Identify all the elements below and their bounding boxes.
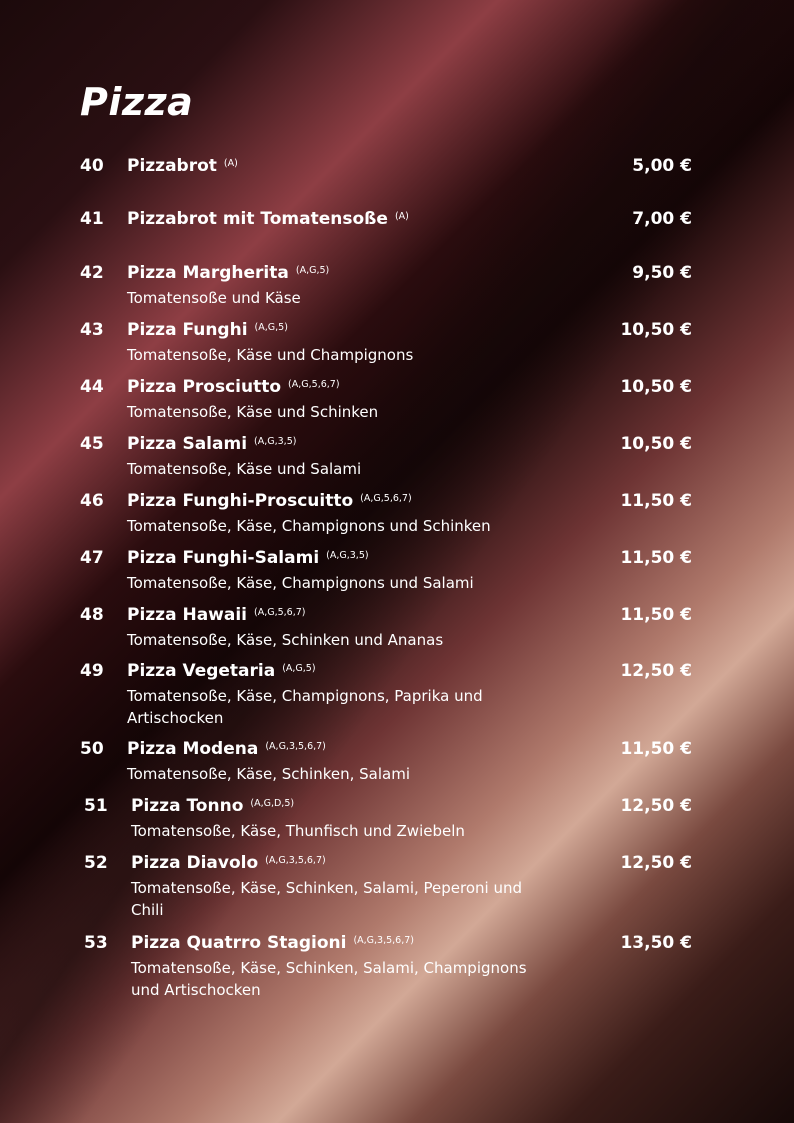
item-description: Tomatensoße, Käse, Schinken und Ananas: [127, 631, 444, 649]
item-price: 11,50 €: [620, 548, 692, 568]
item-allergens: (A,G,3,5,6,7): [265, 855, 326, 866]
item-name: Pizza Modena $^{(A,G,3,5,6,7)}$: [127, 739, 326, 759]
item-allergens: (A,G,5,6,7): [254, 607, 306, 618]
item-number: 47: [80, 548, 104, 568]
item-description: Tomatensoße, Käse und Champignons: [127, 346, 414, 364]
item-name: Pizza Tonno $^{(A,G,D,5)}$: [131, 796, 295, 816]
item-allergens: (A,G,5): [254, 322, 288, 333]
item-name: Pizza Funghi-Proscuitto $^{(A,G,5,6,7)}$: [127, 491, 412, 511]
item-number: 45: [80, 434, 104, 454]
item-price: 11,50 €: [620, 491, 692, 511]
item-price: 5,00 €: [632, 156, 692, 176]
item-price: 12,50 €: [620, 853, 692, 873]
item-price: 10,50 €: [620, 320, 692, 340]
item-price: 10,50 €: [620, 434, 692, 454]
item-price: 10,50 €: [620, 377, 692, 397]
item-name: Pizzabrot mit Tomatensoße $^{(A)}$: [127, 209, 409, 229]
item-number: 44: [80, 377, 104, 397]
item-name: Pizzabrot $^{(A)}$: [127, 156, 238, 176]
item-allergens: (A): [223, 158, 238, 169]
item-name: Pizza Vegetaria $^{(A,G,5)}$: [127, 661, 316, 681]
item-description: Tomatensoße, Käse, Schinken, Salami, Peperoni und Chili: [131, 879, 523, 919]
item-name: Pizza Diavolo $^{(A,G,3,5,6,7)}$: [131, 853, 326, 873]
item-number: 49: [80, 661, 104, 681]
item-price: 11,50 €: [620, 739, 692, 759]
page-title: Pizza: [80, 80, 194, 124]
item-description: Tomatensoße und Käse: [127, 289, 301, 307]
item-description: Tomatensoße, Käse, Champignons und Salami: [127, 574, 474, 592]
item-name: Pizza Margherita $^{(A,G,5)}$: [127, 263, 330, 283]
item-allergens: (A): [394, 211, 409, 222]
item-description: Tomatensoße, Käse, Schinken, Salami, Champignons und Artischocken: [131, 959, 527, 999]
item-price: 12,50 €: [620, 796, 692, 816]
item-name: Pizza Prosciutto $^{(A,G,5,6,7)}$: [127, 377, 340, 397]
item-allergens: (A,G,3,5,6,7): [265, 741, 326, 752]
item-name: Pizza Quatrro Stagioni $^{(A,G,3,5,6,7)}$: [131, 933, 414, 953]
item-number: 40: [80, 156, 104, 176]
item-number: 53: [84, 933, 108, 953]
item-number: 52: [84, 853, 108, 873]
item-number: 48: [80, 605, 104, 625]
item-description: Tomatensoße, Käse, Champignons und Schinken: [127, 517, 491, 535]
item-price: 11,50 €: [620, 605, 692, 625]
item-number: 46: [80, 491, 104, 511]
item-allergens: (A,G,3,5): [254, 436, 297, 447]
item-allergens: (A,G,3,5,6,7): [353, 935, 414, 946]
item-allergens: (A,G,5): [295, 265, 330, 276]
item-description: Tomatensoße, Käse und Schinken: [127, 403, 379, 421]
item-price: 12,50 €: [620, 661, 692, 681]
item-name: Pizza Funghi-Salami $^{(A,G,3,5)}$: [127, 548, 369, 568]
item-description: Tomatensoße, Käse und Salami: [127, 460, 362, 478]
item-number: 43: [80, 320, 104, 340]
item-number: 41: [80, 209, 104, 229]
item-description: Tomatensoße, Käse, Champignons, Paprika und Artischocken: [127, 687, 483, 727]
item-price: 9,50 €: [632, 263, 692, 283]
item-allergens: (A,G,3,5): [326, 550, 369, 561]
item-allergens: (A,G,5,6,7): [360, 493, 412, 504]
item-allergens: (A,G,D,5): [250, 798, 295, 809]
item-description: Tomatensoße, Käse, Schinken, Salami: [127, 765, 410, 783]
item-number: 42: [80, 263, 104, 283]
item-allergens: (A,G,5,6,7): [288, 379, 340, 390]
item-price: 13,50 €: [620, 933, 692, 953]
item-number: 51: [84, 796, 108, 816]
item-price: 7,00 €: [632, 209, 692, 229]
item-allergens: (A,G,5): [282, 663, 316, 674]
item-name: Pizza Funghi $^{(A,G,5)}$: [127, 320, 288, 340]
item-number: 50: [80, 739, 104, 759]
item-name: Pizza Salami $^{(A,G,3,5)}$: [127, 434, 297, 454]
item-description: Tomatensoße, Käse, Thunfisch und Zwiebeln: [131, 822, 465, 840]
item-name: Pizza Hawaii $^{(A,G,5,6,7)}$: [127, 605, 306, 625]
